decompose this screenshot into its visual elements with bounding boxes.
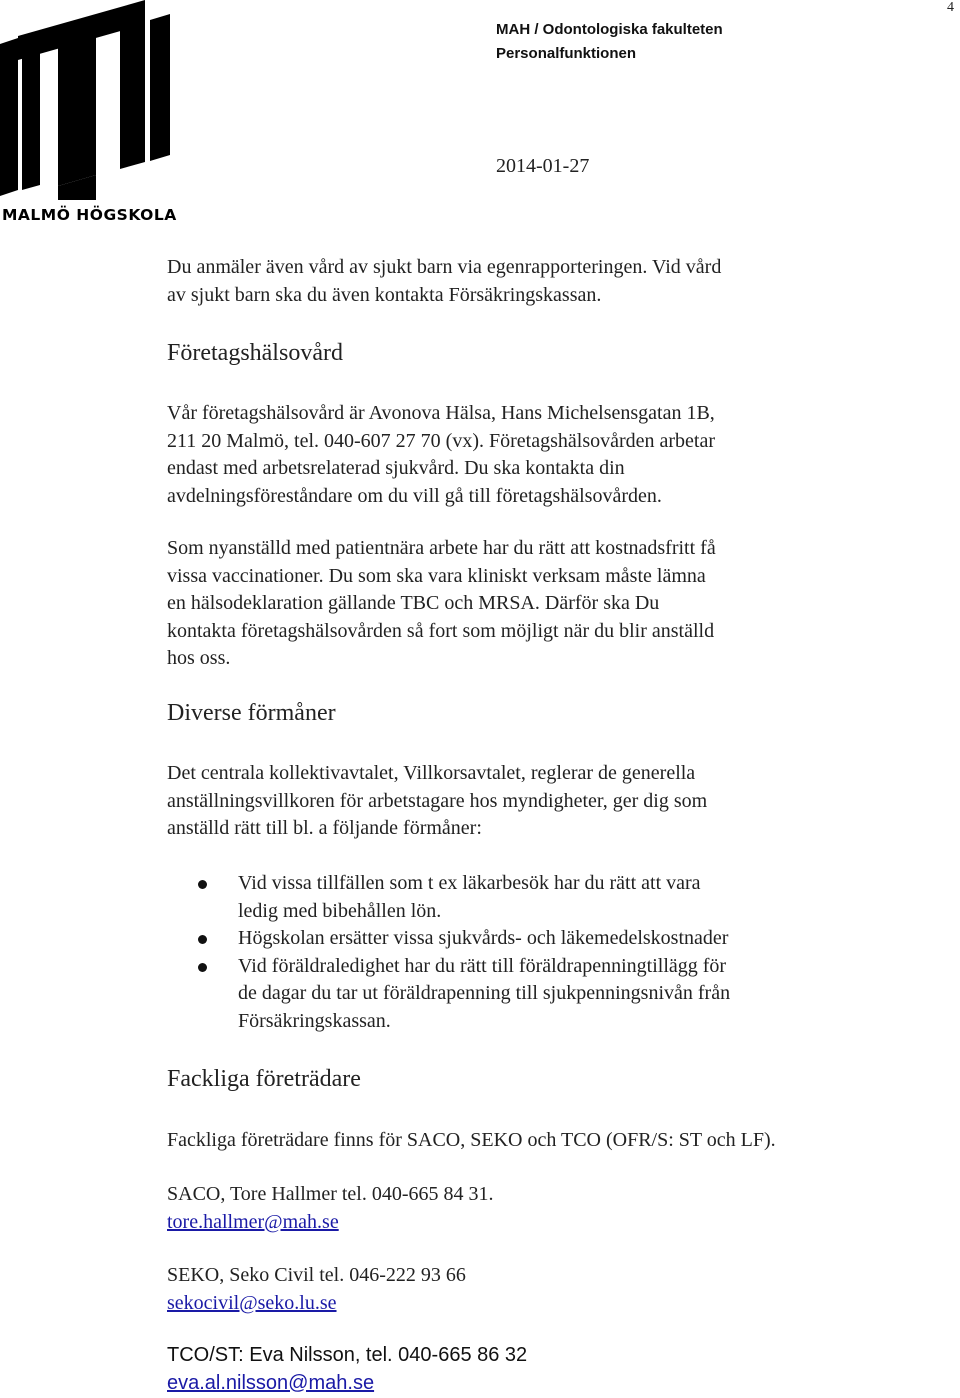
- text-line: ledig med bibehållen lön.: [238, 899, 442, 922]
- saco-contact: SACO, Tore Hallmer tel. 040-665 84 31.: [167, 1183, 494, 1205]
- list-item: [167, 953, 927, 1036]
- list-item: [167, 925, 927, 953]
- text-line: endast med arbetsrelaterad sjukvård. Du ska kontakta din: [167, 457, 625, 479]
- text-line: Högskolan ersätter vissa sjukvårds- och läkemedelskostnader: [238, 927, 729, 949]
- seko-contact: SEKO, Seko Civil tel. 046-222 93 66: [167, 1264, 466, 1286]
- text-line: Fackliga företrädare finns för SACO, SEKO och TCO (OFR/S: ST och LF).: [167, 1129, 776, 1151]
- seko-email-link[interactable]: sekocivil@seko.lu.se: [167, 1291, 337, 1314]
- logo-emblem-icon: [0, 0, 175, 200]
- text-line: anställningsvillkoren för arbetstagare hos myndigheter, ger dig som: [167, 789, 708, 812]
- union-intro: [167, 1127, 776, 1155]
- bullet-icon: [198, 963, 207, 972]
- text-line: Vår företagshälsovård är Avonova Hälsa, Hans Michelsensgatan 1B,: [167, 402, 715, 424]
- text-line: de dagar du tar ut föräldrapenning till sjukpenningsnivån från: [238, 982, 731, 1004]
- text-line: Det centrala kollektivavtalet, Villkorsavtalet, reglerar de generella: [167, 762, 696, 784]
- text-line: Vid vissa tillfällen som t ex läkarbesök har du rätt att vara: [238, 872, 701, 894]
- text-line: hos oss.: [167, 647, 231, 669]
- text-line: kontakta företagshälsovården så fort som möjligt när du blir anställd: [167, 619, 715, 642]
- heading-health: Företagshälsovård: [167, 340, 343, 366]
- bullet-icon: [198, 880, 207, 889]
- logo-wordmark: MALMÖ HÖGSKOLA: [2, 206, 177, 224]
- header-org-line1: MAH / Odontologiska fakulteten: [496, 21, 723, 38]
- page-number: 4: [947, 0, 954, 15]
- text-line: avdelningsföreståndare om du vill gå till företagshälsovården.: [167, 484, 662, 507]
- saco-email-link[interactable]: tore.hallmer@mah.se: [167, 1210, 339, 1233]
- union-saco: [167, 1181, 494, 1236]
- list-item: [167, 870, 927, 925]
- heading-benefits: Diverse förmåner: [167, 700, 336, 726]
- health-paragraph-1: [167, 400, 715, 510]
- text-line: vissa vaccinationer. Du som ska vara kliniskt verksam måste lämna: [167, 564, 706, 587]
- intro-paragraph: [167, 254, 721, 309]
- text-line: en hälsodeklaration gällande TBC och MRSA. Därför ska Du: [167, 592, 660, 614]
- health-paragraph-2: [167, 535, 716, 673]
- text-line: av sjukt barn ska du även kontakta Försäkringskassan.: [167, 283, 602, 306]
- benefits-paragraph: [167, 760, 707, 843]
- text-line: anställd rätt till bl. a följande förmåner:: [167, 817, 482, 839]
- text-line: Du anmäler även vård av sjukt barn via egenrapporteringen. Vid vård: [167, 256, 722, 278]
- tco-email-link[interactable]: eva.al.nilsson@mah.se: [167, 1371, 375, 1394]
- union-seko: [167, 1262, 466, 1317]
- header-org-line2: Personalfunktionen: [496, 45, 637, 62]
- union-tco: [167, 1342, 527, 1397]
- text-line: Vid föräldraledighet har du rätt till föräldrapenningtillägg för: [238, 954, 727, 977]
- text-line: 211 20 Malmö, tel. 040-607 27 70 (vx). Företagshälsovården arbetar: [167, 429, 716, 452]
- tco-contact: TCO/ST: Eva Nilsson, tel. 040-665 86 32: [167, 1344, 528, 1366]
- malmo-hogskola-logo: [0, 0, 175, 230]
- benefits-list: [167, 870, 927, 1035]
- text-line: Försäkringskassan.: [238, 1009, 391, 1032]
- heading-union: Fackliga företrädare: [167, 1066, 361, 1092]
- bullet-icon: [198, 935, 207, 944]
- text-line: Som nyanställd med patientnära arbete har du rätt att kostnadsfritt få: [167, 537, 716, 559]
- header-date: 2014-01-27: [496, 155, 590, 177]
